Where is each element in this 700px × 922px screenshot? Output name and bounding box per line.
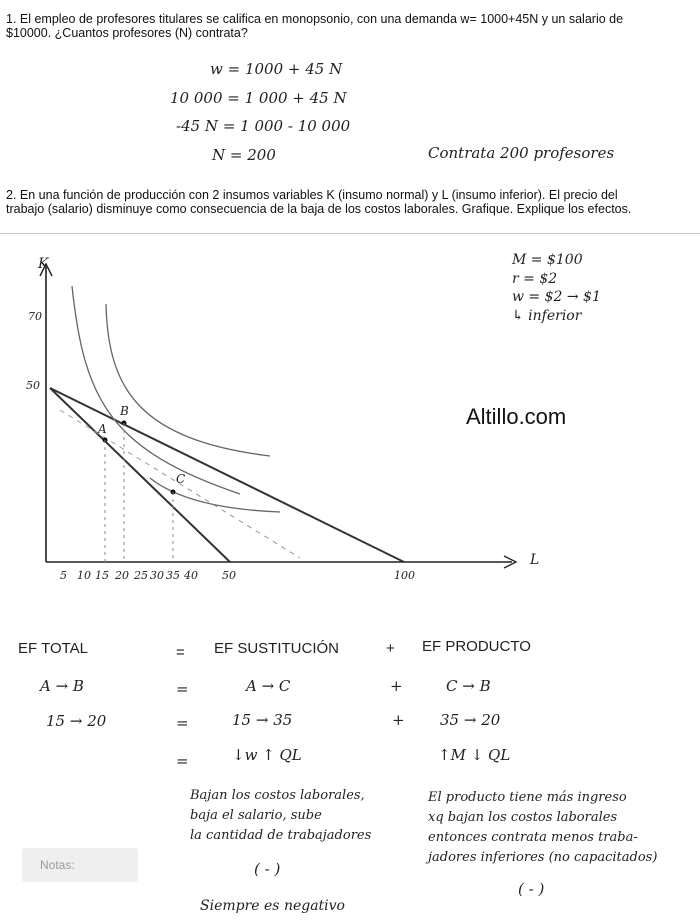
effects-header-plus: + xyxy=(386,640,395,657)
q1-work-line-2: 10 000 = 1 000 + 45 N xyxy=(170,89,347,107)
explanation-left-line-1: Bajan los costos laborales, xyxy=(190,788,365,803)
explanation-right-sign: ( - ) xyxy=(518,880,545,898)
explanation-left-line-3: la cantidad de trabajadores xyxy=(190,828,372,843)
notes-label: Notas: xyxy=(40,858,75,872)
explanation-right-line-4: jadores inferiores (no capacitados) xyxy=(428,850,658,865)
effects-row1-substitution: A → C xyxy=(246,677,291,695)
effects-row3-equals: = xyxy=(176,752,189,770)
x-tick: 20 xyxy=(115,569,129,582)
effects-header-product: EF PRODUCTO xyxy=(422,638,531,655)
y-tick-50: 50 xyxy=(26,379,40,392)
explanation-right-line-3: entonces contrata menos traba- xyxy=(428,830,638,845)
graph-note-income: M = $100 xyxy=(512,252,583,268)
x-tick: 100 xyxy=(394,569,415,582)
question-2-text: 2. En una función de producción con 2 insumos variables K (insumo normal) y L (insumo inferior). El precio del trabajo (salario) disminuye como consecuencia de la baja de los costos laborales. Grafique. Explique los efectos. xyxy=(6,188,632,216)
graph-note-r: r = $2 xyxy=(512,271,558,287)
effects-row2-product: 35 → 20 xyxy=(440,711,501,729)
effects-row2-plus: + xyxy=(392,711,405,729)
isoquant-2 xyxy=(106,304,270,456)
budget-line-initial xyxy=(50,388,230,562)
x-tick: 5 xyxy=(60,569,67,582)
budget-line-new xyxy=(50,388,404,562)
y-axis-label: K xyxy=(38,256,49,272)
q1-answer: Contrata 200 profesores xyxy=(428,144,615,162)
effects-row1-total: A → B xyxy=(40,677,84,695)
x-tick: 30 xyxy=(150,569,164,582)
question-1-text: 1. El empleo de profesores titulares se califica en monopsonio, con una demanda w= 1000+45N y un salario de $10000. ¿Cuantos profesores (N) contrata? xyxy=(6,12,624,40)
x-tick: 25 xyxy=(134,569,148,582)
effects-row1-equals: = xyxy=(176,680,189,698)
point-b-label: B xyxy=(120,404,129,418)
explanation-right-line-1: El producto tiene más ingreso xyxy=(428,790,627,805)
footer-note: Siempre es negativo xyxy=(200,898,345,914)
effects-header-equals: = xyxy=(176,644,185,661)
isoquant-3 xyxy=(150,478,280,512)
point-a-label: A xyxy=(98,422,107,436)
page-rule xyxy=(0,233,700,234)
effects-row2-substitution: 15 → 35 xyxy=(232,711,293,729)
graph-note-w: w = $2 → $1 xyxy=(512,289,601,305)
effects-row1-plus: + xyxy=(390,677,403,695)
q1-work-line-3: -45 N = 1 000 - 10 000 xyxy=(176,117,351,135)
point-c-label: C xyxy=(176,472,186,486)
effects-row3-substitution: ↓w ↑ QL xyxy=(232,746,302,764)
effects-header-total: EF TOTAL xyxy=(18,640,89,657)
q1-work-line-1: w = 1000 + 45 N xyxy=(210,60,343,78)
x-tick: 10 xyxy=(77,569,91,582)
x-tick: 40 xyxy=(184,569,198,582)
effects-row1-product: C → B xyxy=(446,677,491,695)
x-tick: 15 xyxy=(95,569,109,582)
explanation-left-sign: ( - ) xyxy=(254,860,281,878)
notes-box[interactable] xyxy=(22,848,138,882)
x-axis-label: L xyxy=(530,552,540,568)
effects-row2-total: 15 → 20 xyxy=(46,712,107,730)
y-tick-70: 70 xyxy=(28,310,42,323)
x-tick: 35 xyxy=(166,569,180,582)
explanation-right-line-2: xq bajan los costos laborales xyxy=(428,810,618,825)
effects-row3-product: ↑M ↓ QL xyxy=(438,746,511,764)
effects-row2-equals: = xyxy=(176,714,189,732)
effects-header-substitution: EF SUSTITUCIÓN xyxy=(214,640,340,657)
watermark: Altillo.com xyxy=(466,404,567,429)
graph-note-inferior: ↳ inferior xyxy=(512,308,582,324)
isoquant-1 xyxy=(72,286,240,494)
explanation-left-line-2: baja el salario, sube xyxy=(190,808,322,823)
q1-work-line-4: N = 200 xyxy=(212,146,276,164)
x-tick: 50 xyxy=(222,569,236,582)
